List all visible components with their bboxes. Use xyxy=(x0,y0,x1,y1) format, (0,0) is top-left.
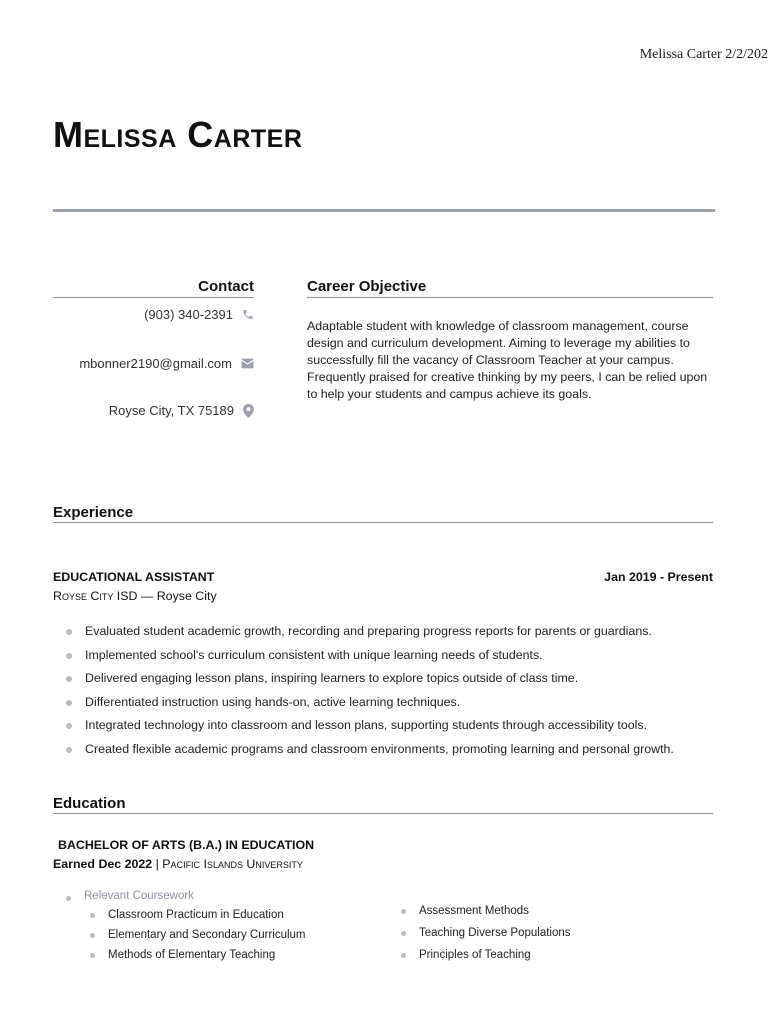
bullet-icon xyxy=(66,896,71,901)
employer-name: Royse City xyxy=(53,589,114,603)
experience-divider xyxy=(53,522,713,523)
header-note: Melissa Carter 2/2/202 xyxy=(639,47,768,62)
job-title: EDUCATIONAL ASSISTANT xyxy=(53,570,215,584)
bullet-text: Evaluated student academic growth, recording and preparing progress reports for parents or guardians. xyxy=(85,624,652,638)
bullet-text: Integrated technology into classroom and lesson plans, supporting students through accessibility tools. xyxy=(85,718,648,733)
school-name: Pacific Islands University xyxy=(162,857,303,871)
experience-heading: Experience xyxy=(53,504,134,521)
bullet-icon xyxy=(66,629,72,635)
course-text: Classroom Practicum in Education xyxy=(108,909,284,921)
list-item xyxy=(401,927,571,949)
career-objective-divider xyxy=(307,297,713,298)
degree-title: BACHELOR OF ARTS (B.A.) IN EDUCATION xyxy=(58,838,315,852)
bullet-icon xyxy=(66,723,72,729)
career-objective-heading: Career Objective xyxy=(307,278,427,295)
bullet-icon xyxy=(90,933,95,938)
list-item xyxy=(66,624,726,648)
bullet-icon xyxy=(401,909,406,914)
bullet-icon xyxy=(401,953,406,958)
bullet-text: Differentiated instruction using hands-on, active learning techniques. xyxy=(85,694,461,709)
bullet-icon xyxy=(90,913,95,918)
phone-icon xyxy=(242,308,254,321)
list-item xyxy=(66,648,726,672)
course-text: Elementary and Secondary Curriculum xyxy=(108,929,306,941)
bullet-icon xyxy=(401,931,406,936)
education-divider xyxy=(53,813,713,814)
map-pin-icon xyxy=(243,404,254,418)
candidate-name: Melissa Carter xyxy=(53,114,303,155)
email-text: mbonner2190@gmail.com xyxy=(79,356,232,371)
experience-bullets xyxy=(66,624,726,766)
coursework-heading-text: Relevant Coursework xyxy=(84,890,194,902)
contact-location-row xyxy=(53,403,254,418)
degree-details xyxy=(53,857,303,871)
contact-email-row xyxy=(53,356,254,371)
list-item xyxy=(66,718,726,742)
list-item xyxy=(66,695,726,719)
coursework-left-list xyxy=(90,909,306,969)
bullet-icon xyxy=(66,700,72,706)
bullet-text: Created flexible academic programs and classroom environments, promoting learning and personal growth. xyxy=(85,741,674,756)
career-objective-text: Adaptable student with knowledge of classroom management, course design and curriculum development. Aiming to leverage my abilities to successfully fill the vacancy of Classroom Teacher at your campus. Frequently praised for creative thinking by my peers, I can be relied upon to help your students and campus achieve its goals. xyxy=(307,319,708,401)
job-organization xyxy=(53,589,217,603)
list-item xyxy=(90,929,306,949)
phone-text: (903) 340-2391 xyxy=(144,307,233,322)
header-divider xyxy=(53,209,715,212)
list-item xyxy=(90,909,306,929)
job-dates: Jan 2019 - Present xyxy=(604,570,713,584)
earned-date: Earned Dec 2022 xyxy=(53,857,153,871)
employer-detail: ISD — Royse City xyxy=(113,589,217,603)
location-text: Royse City, TX 75189 xyxy=(108,403,234,418)
list-item xyxy=(66,742,726,766)
course-text: Teaching Diverse Populations xyxy=(419,927,571,939)
envelope-icon xyxy=(241,358,254,369)
coursework-right-list xyxy=(401,905,571,971)
list-item xyxy=(401,949,571,971)
list-item xyxy=(401,905,571,927)
contact-divider xyxy=(53,297,254,298)
bullet-text: Delivered engaging lesson plans, inspiring learners to explore topics outside of class time. xyxy=(85,671,579,686)
bullet-icon xyxy=(66,653,72,659)
bullet-text: Implemented school's curriculum consistent with unique learning needs of students. xyxy=(85,647,543,662)
contact-phone-row xyxy=(53,307,254,322)
bullet-icon xyxy=(66,676,72,682)
course-text: Assessment Methods xyxy=(419,905,529,917)
course-text: Methods of Elementary Teaching xyxy=(108,949,276,961)
list-item xyxy=(66,671,726,695)
course-text: Principles of Teaching xyxy=(419,949,531,961)
contact-heading: Contact xyxy=(198,278,254,295)
separator: | xyxy=(152,857,163,871)
list-item xyxy=(90,949,306,969)
education-heading: Education xyxy=(53,795,126,812)
bullet-icon xyxy=(66,747,72,753)
bullet-icon xyxy=(90,953,95,958)
coursework-heading xyxy=(66,890,194,902)
